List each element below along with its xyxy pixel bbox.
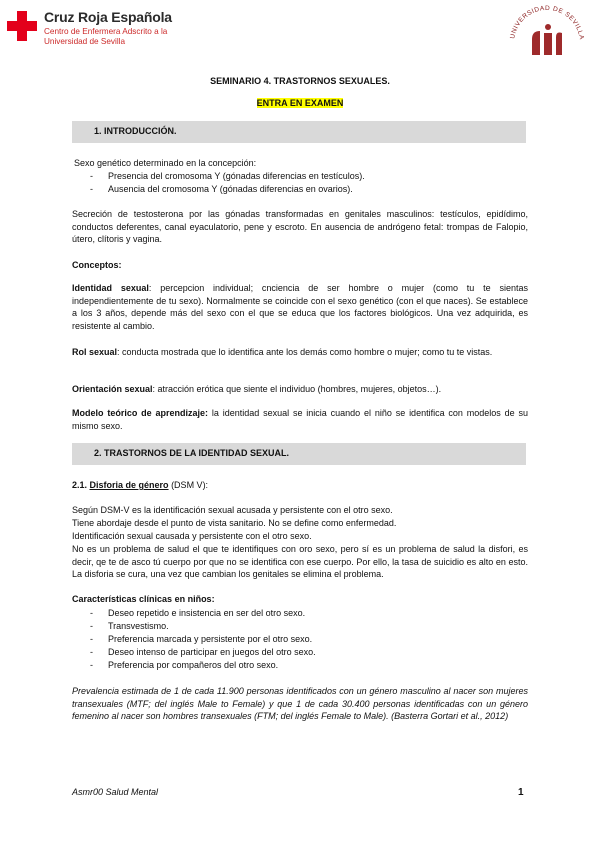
subsection-heading: 2.1. Disforia de género (DSM V): xyxy=(72,480,209,490)
seal-icon xyxy=(508,3,586,63)
intro-line: Sexo genético determinado en la concepción: xyxy=(74,158,257,168)
text-line: Tiene abordaje desde el punto de vista sanitario. No se define como enfermedad. xyxy=(72,518,397,528)
document-page: Cruz Roja Española Centro de Enfermera Adscrito a la Universidad de Sevilla UNIVERSIDAD DE SEVILLA SEMINARIO 4. TRASTORNOS SEXUALES. ENTRA EN EXAMEN 1. INTRODUCCIÓN. Sexo genético determinado en la concepción: - Presencia del cromosoma Y (gónadas diferencias en testículos). - Ausencia del cromosoma Y (gónadas diferencias en ovarios). Secreción de testosterona por las gónadas transformadas en genitales masculinos: testículos, epidídimo, conductos deferentes, canal eyaculatorio, pene y escroto. En ausencia de andrógeno fetal: trompas de Falopio, útero, clítoris y vagina. Conceptos: Identidad sexual: percepcion individual; cnciencia de ser hombre o mujer (como tu te sientas independientemente de tu sexo). Normalmente se coincide con el sexo genético (con el que naces). Se establece a los 3 años, depende más del sexo con el que se educa que los factores biológicos. Una vez adquirida, es resistente al cambio. Rol sexual: conducta mostrada que lo identifica ante los demás como hombre o mujer; como tu te vistas. Orientación sexual: atracción erótica que siente el individuo (hombres, mujeres, objetos…). Modelo teórico de aprendizaje: la identidad sexual se inicia cuando el niño se identifica con modelos de su mismo sexo. 2. TRASTORNOS DE LA IDENTIDAD SEXUAL. 2.1. Disforia de género (DSM V): Según DSM-V es la identificación sexual acusada y persistente con el otro sexo. Tiene abordaje desde el punto de vista sanitario. No se define como enfermedad. Identificación sexual causada y persistente con el otro sexo. No es un problema de salud el que te identifiques con oro sexo, pero sí es un problema de salud la disfori, es decir, qe te de asco tú cuerpo por que no se identifica con ese cuerpo. Por ello, la tasa de suicidio es alto en esto. La disforia se cura, una vez que cambian los genitales se elimina el problema. Características clínicas en niños: - Deseo repetido e insistencia en ser del otro sexo. - Transvestismo. - Preferencia marcada y persistente por el otro sexo. - Deseo intenso de participar en juegos del otro sexo. - Preferencia por compañeros del otro sexo. Prevalencia estimada de 1 de cada 11.900 personas identificados con un género masculino al nacer son mujeres transexuales (MTF; del inglés Male to Female) y que 1 de cada 30.400 personas identificadas con un género femenino al nacer son hombres transexuales (FTM; del inglés Female to Male). (Basterra Gortari et al., 2012) Asmr00 Salud Mental 1 xyxy=(0,0,600,848)
red-cross-icon xyxy=(7,11,37,41)
seal-text: UNIVERSIDAD DE SEVILLA xyxy=(509,4,585,41)
definition-identidad: Identidad sexual: percepcion individual; cnciencia de ser hombre o mujer (como tu te sientas independientemente de tu sexo). Normalmente se coincide con el sexo genético (con el que naces). Se establece a los 3 años, depende más del sexo con el que se educa que los factores biológicos. Una vez adquirida, es resistente al cambio. xyxy=(72,283,528,331)
section-heading-text: 1. INTRODUCCIÓN. xyxy=(94,126,177,136)
document-title: SEMINARIO 4. TRASTORNOS SEXUALES. xyxy=(210,76,390,86)
cruz-roja-logo xyxy=(7,9,177,49)
section-heading-introduccion xyxy=(72,121,526,143)
paragraph-secrecion: Secreción de testosterona por las gónadas transformadas en genitales masculinos: testículos, epidídimo, conductos deferentes, canal eyaculatorio, pene y escroto. En ausencia de andrógeno fetal: trompas de Falopio, útero, clítoris y vagina. xyxy=(72,209,528,244)
text-line: Según DSM-V es la identificación sexual acusada y persistente con el otro sexo. xyxy=(72,505,393,515)
footer-author-course: Asmr00 Salud Mental xyxy=(72,787,159,797)
concepts-label: Conceptos: xyxy=(72,260,122,270)
clinical-label: Características clínicas en niños: xyxy=(72,594,215,604)
page-number: 1 xyxy=(518,787,524,798)
org-subtitle xyxy=(44,27,167,47)
org-name: Cruz Roja Española xyxy=(44,9,172,25)
section-heading-trastornos xyxy=(72,443,526,465)
section-heading-text: 2. TRASTORNOS DE LA IDENTIDAD SEXUAL. xyxy=(94,448,290,458)
paragraph-disforia: No es un problema de salud el que te identifiques con oro sexo, pero sí es un problema de salud la disfori, es decir, qe te de asco tú cuerpo por que no se identifica con ese cuerpo. Por ello, la tasa de suicidio es alto en esto. La disforia se cura, una vez que cambian los genitales se elimina el problema. xyxy=(72,544,528,579)
definition-rol: Rol sexual: conducta mostrada que lo identifica ante los demás como hombre o mujer; como tu te vistas. xyxy=(72,347,493,357)
definition-modelo: Modelo teórico de aprendizaje: la identidad sexual se inicia cuando el niño se identifica con modelos de su mismo sexo. xyxy=(72,408,528,431)
exam-tag: ENTRA EN EXAMEN xyxy=(256,98,344,108)
definition-orientacion: Orientación sexual: atracción erótica que siente el individuo (hombres, mujeres, objetos…). xyxy=(72,384,442,394)
text-line: Identificación sexual causada y persistente con el otro sexo. xyxy=(72,531,312,541)
university-seal-logo xyxy=(508,3,586,63)
exam-tag-wrap xyxy=(72,97,528,110)
org-subtitle-line-1: Centro de Enfermera Adscrito a la xyxy=(44,27,168,36)
prevalence-paragraph: Prevalencia estimada de 1 de cada 11.900 personas identificados con un género masculino al nacer son mujeres transexuales (MTF; del inglés Male to Female) y que 1 de cada 30.400 personas identificadas con un género femenino al nacer son hombres transexuales (FTM; del inglés Female to Male). (Basterra Gortari et al., 2012) xyxy=(72,686,528,721)
org-subtitle-line-2: Universidad de Sevilla xyxy=(44,37,126,46)
